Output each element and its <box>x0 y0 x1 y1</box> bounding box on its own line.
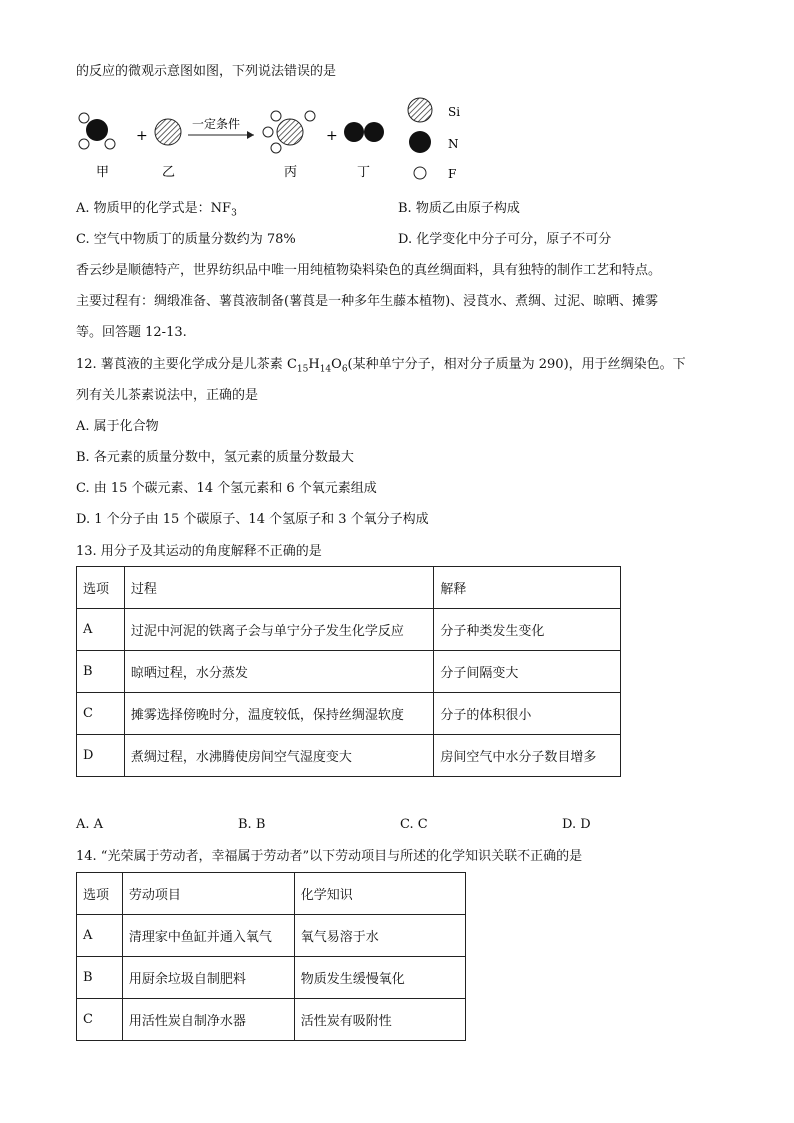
molecule-bing-icon <box>263 111 315 153</box>
legend-si-icon <box>408 98 432 122</box>
legend-n-icon <box>409 131 431 153</box>
table-cell: 用厨余垃圾自制肥料 <box>122 957 294 999</box>
table-cell: C <box>77 999 123 1041</box>
table-cell: 选项 <box>77 873 123 915</box>
q12-stem: 12. 薯莨液的主要化学成分是儿茶素 $C_{15}H_{14}O_6$(某种单宁分子，相对分子质量为 290)，用于丝绸染色。下 <box>76 357 686 375</box>
q14-table <box>76 872 466 1041</box>
passage-line-2: 主要过程有：绸缎准备、薯莨液制备(薯莨是一种多年生藤本植物)、浸莨水、煮绸、过泥、晾晒、摊雾 <box>76 294 659 309</box>
table-row <box>77 957 466 999</box>
q13-stem: 13. 用分子及其运动的角度解释不正确的是 <box>76 544 322 559</box>
label-ding: 丁 <box>357 165 371 180</box>
q13-answer-c: C. C <box>400 817 428 832</box>
q12-option-b: B. 各元素的质量分数中，氢元素的质量分数最大 <box>76 450 354 465</box>
option-b: B. 物质乙由原子构成 <box>398 201 520 216</box>
table-cell: A <box>77 609 125 651</box>
table-cell: 氧气易溶于水 <box>294 915 465 957</box>
q12-option-c: C. 由 15 个碳元素、14 个氢元素和 6 个氧元素组成 <box>76 481 377 496</box>
table-row <box>77 609 621 651</box>
table-cell: 清理家中鱼缸并通入氧气 <box>122 915 294 957</box>
reaction-condition: 一定条件 <box>192 117 241 131</box>
label-bing: 丙 <box>284 165 298 180</box>
table-cell: A <box>77 915 123 957</box>
reaction-diagram <box>76 90 496 185</box>
table-cell: D <box>77 735 125 777</box>
table-cell: 摊雾选择傍晚时分，温度较低，保持丝绸湿软度 <box>124 693 434 735</box>
table-cell: 选项 <box>77 567 125 609</box>
table-row <box>77 651 621 693</box>
table-row <box>77 735 621 777</box>
table-cell: 过程 <box>124 567 434 609</box>
table-row <box>77 999 466 1041</box>
passage-line-1: 香云纱是顺德特产，世界纺织品中唯一用纯植物染料染色的真丝绸面料，具有独特的制作工艺和特点。 <box>76 263 662 278</box>
table-cell: 解释 <box>434 567 621 609</box>
table-cell: B <box>77 651 125 693</box>
atom-yi-icon <box>155 119 181 145</box>
legend-f-icon <box>414 167 426 179</box>
label-yi: 乙 <box>162 165 176 180</box>
table-cell: 分子间隔变大 <box>434 651 621 693</box>
plus-sign-2: + <box>326 128 338 144</box>
table-cell: C <box>77 693 125 735</box>
q14-stem: 14. “光荣属于劳动者，幸福属于劳动者”以下劳动项目与所述的化学知识关联不正确的是 <box>76 849 583 864</box>
table-row <box>77 915 466 957</box>
table-row <box>77 693 621 735</box>
q12-stem-line2: 列有关儿茶素说法中，正确的是 <box>76 388 259 403</box>
table-cell: 物质发生缓慢氧化 <box>294 957 465 999</box>
table-cell: 过泥中河泥的铁离子会与单宁分子发生化学反应 <box>124 609 434 651</box>
table-header-row <box>77 567 621 609</box>
q13-answer-b: B. B <box>238 817 266 832</box>
molecule-jia-icon <box>79 113 115 149</box>
molecule-ding-icon <box>344 122 384 142</box>
table-cell: 活性炭有吸附性 <box>294 999 465 1041</box>
table-cell: 劳动项目 <box>122 873 294 915</box>
table-cell: 煮绸过程，水沸腾使房间空气湿度变大 <box>124 735 434 777</box>
q13-table <box>76 566 621 777</box>
q12-option-d: D. 1 个分子由 15 个碳原子、14 个氢原子和 3 个氧分子构成 <box>76 512 429 527</box>
table-cell: 分子的体积很小 <box>434 693 621 735</box>
table-cell: 房间空气中水分子数目增多 <box>434 735 621 777</box>
label-jia: 甲 <box>96 165 110 180</box>
q12-option-a: A. 属于化合物 <box>76 419 159 434</box>
option-c: C. 空气中物质丁的质量分数约为 78% <box>76 232 296 247</box>
q13-answer-a: A. A <box>76 817 104 832</box>
legend-f-label: F <box>448 167 457 181</box>
plus-sign-1: + <box>136 128 148 144</box>
table-cell: B <box>77 957 123 999</box>
table-cell: 化学知识 <box>294 873 465 915</box>
option-a: A. 物质甲的化学式是：$NF_3$ <box>76 201 237 219</box>
passage-line-3: 等。回答题 12-13. <box>76 325 187 340</box>
table-cell: 晾晒过程，水分蒸发 <box>124 651 434 693</box>
table-cell: 用活性炭自制净水器 <box>122 999 294 1041</box>
option-d: D. 化学变化中分子可分，原子不可分 <box>398 232 612 247</box>
legend-si-label: Si <box>448 105 461 119</box>
question-intro: 的反应的微观示意图如图，下列说法错误的是 <box>76 64 337 79</box>
legend-n-label: N <box>448 137 459 151</box>
table-cell: 分子种类发生变化 <box>434 609 621 651</box>
table-header-row <box>77 873 466 915</box>
q13-answer-d: D. D <box>562 817 591 832</box>
